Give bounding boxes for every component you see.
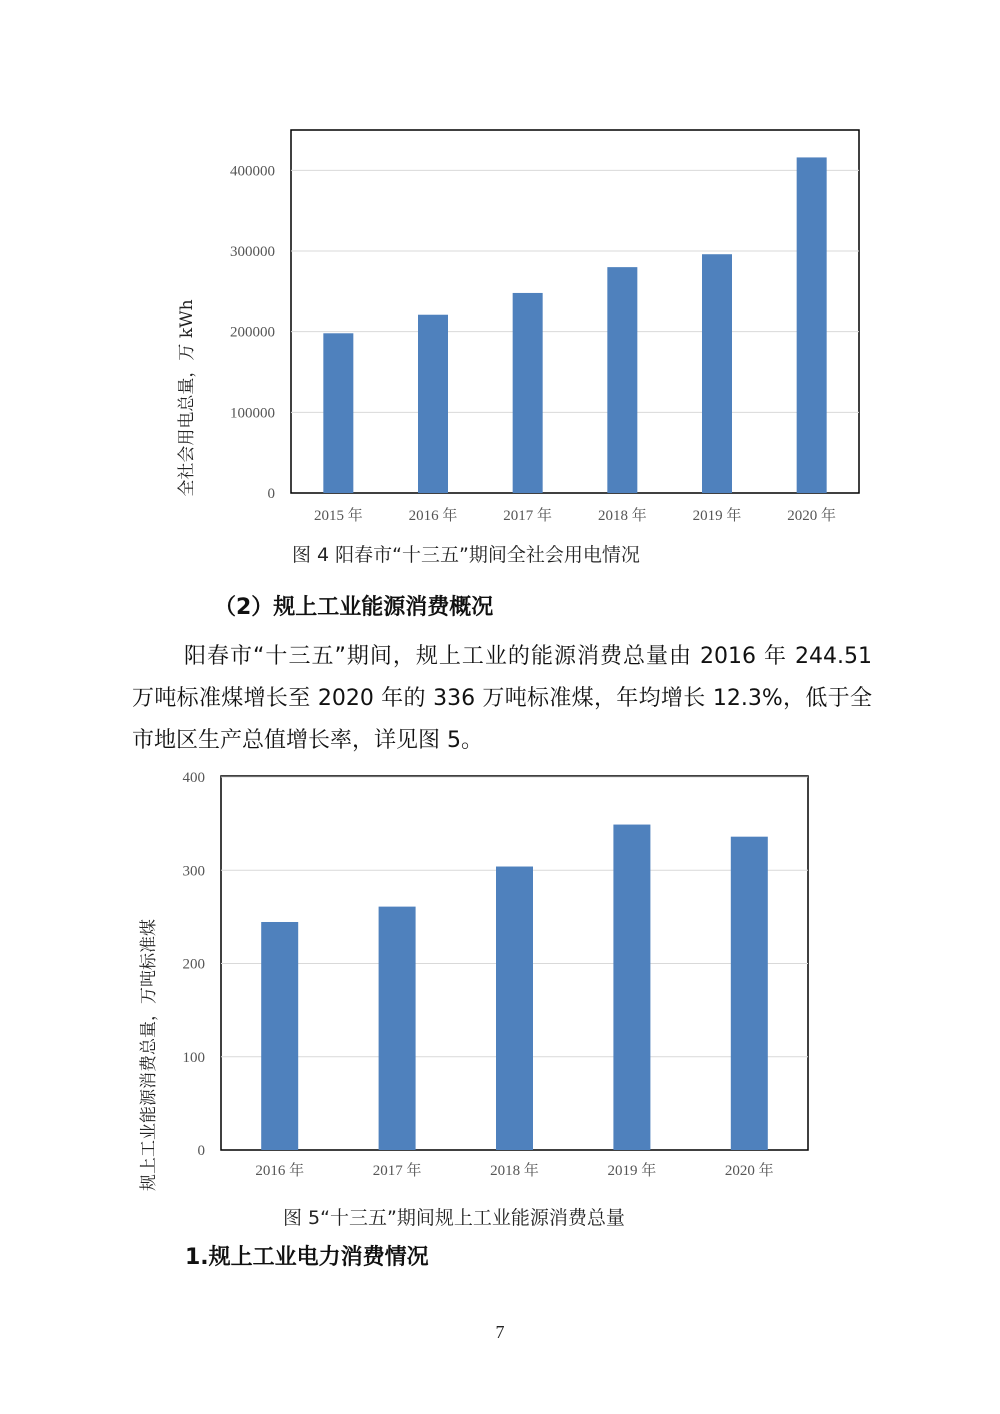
chart-1-y-tick-label: 200000 [230, 324, 275, 341]
chart-1-y-axis-label: 全社会用电总量，万 kWh [177, 299, 197, 497]
chart-1-plot-area [291, 130, 859, 493]
page-number: 7 [495, 1322, 505, 1342]
chart-2-y-tick-label: 0 [197, 1143, 205, 1159]
chart-2-x-tick-label: 2019 年 [607, 1163, 657, 1179]
chart-2-bar [731, 837, 768, 1150]
chart-2-y-tick-label: 300 [182, 863, 205, 880]
chart-2 [139, 770, 808, 1191]
chart-2-bar [379, 907, 416, 1150]
chart-1-y-tick-label: 300000 [230, 244, 275, 260]
chart-2-y-tick-label: 400 [182, 770, 205, 786]
chart-2-x-tick-label: 2018 年 [490, 1163, 539, 1179]
chart-1-y-tick-label: 400000 [230, 163, 275, 180]
chart-2-bar [261, 922, 298, 1150]
chart-1 [177, 130, 859, 524]
chart-1-bar [797, 157, 827, 493]
chart-1-x-tick-label: 2018 年 [597, 508, 647, 524]
chart-1-bar [323, 333, 353, 493]
body-paragraph: 阳春市“十三五”期间，规上工业的能源消费总量由 2016 年 244.51 万吨标准煤增长至 2020 年的 336 万吨标准煤，年均增长 12.3%，低于全市地区生产总值增长率，详见图 5。 [132, 644, 872, 753]
chart-1-x-tick-label: 2019 年 [692, 508, 742, 524]
chart-1-x-tick-label: 2020 年 [787, 508, 837, 524]
chart-2-x-tick-label: 2017 年 [372, 1163, 422, 1179]
chart-1-bar [607, 267, 637, 493]
subheading: 1.规上工业电力消费情况 [185, 1245, 429, 1270]
chart-1-bar [418, 315, 448, 493]
chart-2-y-tick-label: 100 [182, 1049, 205, 1066]
chart-2-caption: 图 5“十三五”期间规上工业能源消费总量 [283, 1207, 625, 1229]
chart-1-x-tick-label: 2015 年 [313, 508, 363, 524]
chart-1-caption: 图 4 阳春市“十三五”期间全社会用电情况 [292, 544, 640, 566]
chart-1-y-tick-label: 100000 [230, 405, 275, 422]
chart-2-x-tick-label: 2020 年 [724, 1163, 774, 1179]
chart-1-bar [702, 254, 732, 493]
chart-2-x-tick-label: 2016 年 [255, 1163, 305, 1179]
chart-2-bar [613, 825, 650, 1150]
chart-2-bar [496, 867, 533, 1150]
chart-2-y-tick-label: 200 [182, 956, 205, 973]
chart-2-y-axis-label: 规上工业能源消费总量，万吨标准煤 [139, 919, 159, 1191]
chart-1-bar [513, 293, 543, 493]
section-heading: （2）规上工业能源消费概况 [214, 595, 494, 620]
chart-1-x-tick-label: 2017 年 [503, 508, 553, 524]
chart-1-x-tick-label: 2016 年 [408, 508, 458, 524]
chart-1-y-tick-label: 0 [267, 486, 275, 502]
